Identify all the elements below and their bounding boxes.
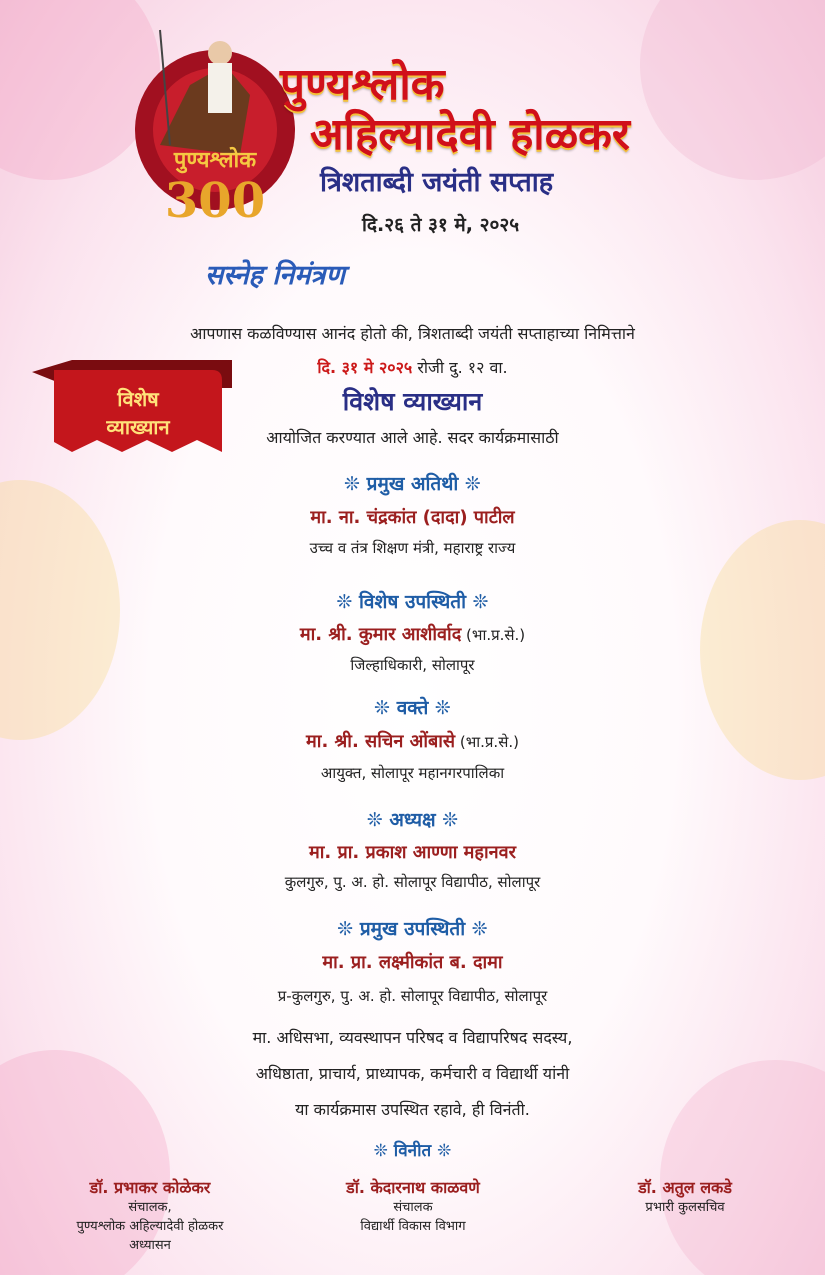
guest-name: मा. प्रा. प्रकाश आण्णा महानवर (308, 842, 516, 863)
signatory-title: विद्यार्थी विकास विभाग (360, 1219, 466, 1234)
logo-number: 300 (164, 173, 266, 225)
title-line-1: पुण्यश्लोक (280, 59, 445, 110)
closing-line: या कार्यक्रमास उपस्थित रहावे, ही विनंती. (295, 1100, 530, 1119)
guest-name: मा. ना. चंद्रकांत (दादा) पाटील (310, 507, 515, 528)
guest-designation: उच्च व तंत्र शिक्षण मंत्री, महाराष्ट्र राज्य (309, 539, 516, 557)
logo-text: पुण्यश्लोक (173, 147, 257, 173)
section-heading: ❊ विशेष उपस्थिती ❊ (336, 591, 489, 613)
guest-designation: कुलगुरु, पु. अ. हो. सोलापूर विद्यापीठ, सोलापूर (284, 873, 541, 891)
signatory-title: पुण्यश्लोक अहिल्यादेवी होळकर (76, 1219, 224, 1234)
signatory (560, 1176, 810, 1217)
section-heading: ❊ अध्यक्ष ❊ (366, 809, 459, 831)
vinit-heading: ❊ विनीत ❊ (373, 1141, 452, 1161)
intro-line-3: आयोजित करण्यात आले आहे. सदर कार्यक्रमासाठी (266, 428, 559, 447)
closing-line: मा. अधिसभा, व्यवस्थापन परिषद व विद्यापरिषद सदस्य, (252, 1028, 573, 1047)
guest-suffix: (भा.प्र.से.) (455, 733, 519, 751)
signatory (20, 1176, 280, 1255)
signatory-title: अध्यासन (129, 1238, 171, 1253)
guest-designation: आयुक्त, सोलापूर महानगरपालिका (320, 764, 505, 782)
signatory-title: संचालक (393, 1200, 433, 1215)
guest-suffix: (भा.प्र.से.) (461, 626, 526, 644)
ribbon-line-2: व्याख्यान (106, 415, 170, 439)
guest-name-line (0, 729, 825, 753)
flower-decoration (660, 1060, 825, 1275)
subtitle: त्रिशताब्दी जयंती सप्ताह (320, 167, 554, 198)
signatory-title: संचालक, (128, 1200, 172, 1215)
intro-date-line (0, 356, 825, 378)
title-line-2: अहिल्यादेवी होळकर (310, 109, 630, 160)
event-time: रोजी दु. १२ वा. (412, 358, 508, 377)
guest-designation: प्र-कुलगुरु, पु. अ. हो. सोलापूर विद्यापीठ, सोलापूर (277, 987, 548, 1005)
intro-line: आपणास कळविण्यास आनंद होतो की, त्रिशताब्दी जयंती सप्ताहाच्या निमित्ताने (190, 324, 635, 343)
event-date-highlight: दि. ३१ मे २०२५ (317, 358, 413, 377)
ribbon-line-1: विशेष (117, 387, 159, 411)
signatory (283, 1176, 543, 1236)
invitation-heading: सस्नेह निमंत्रण (205, 260, 345, 291)
event-dates: दि.२६ ते ३१ मे, २०२५ (362, 214, 520, 236)
event-title: विशेष व्याख्यान (342, 387, 483, 416)
signatory-name: डॉ. अतुल लकडे (638, 1178, 732, 1197)
anniversary-logo (130, 25, 300, 225)
guest-name-line (0, 622, 825, 646)
signatory-name: डॉ. केदारनाथ काळवणे (346, 1178, 480, 1197)
section-heading: ❊ प्रमुख अतिथी ❊ (344, 473, 481, 495)
section-heading: ❊ प्रमुख उपस्थिती ❊ (337, 918, 488, 940)
guest-name: मा. प्रा. लक्ष्मीकांत ब. दामा (322, 952, 503, 973)
flower-decoration (640, 0, 825, 180)
closing-line: अधिष्ठाता, प्राचार्य, प्राध्यापक, कर्मचारी व विद्यार्थी यांनी (255, 1064, 570, 1083)
guest-name: मा. श्री. सचिन ओंबासे (306, 731, 456, 752)
signatory-title: प्रभारी कुलसचिव (645, 1200, 725, 1215)
signatory-name: डॉ. प्रभाकर कोळेकर (89, 1178, 211, 1197)
section-heading: ❊ वक्ते ❊ (374, 697, 451, 719)
guest-designation: जिल्हाधिकारी, सोलापूर (350, 656, 475, 674)
guest-name: मा. श्री. कुमार आशीर्वाद (299, 624, 462, 645)
